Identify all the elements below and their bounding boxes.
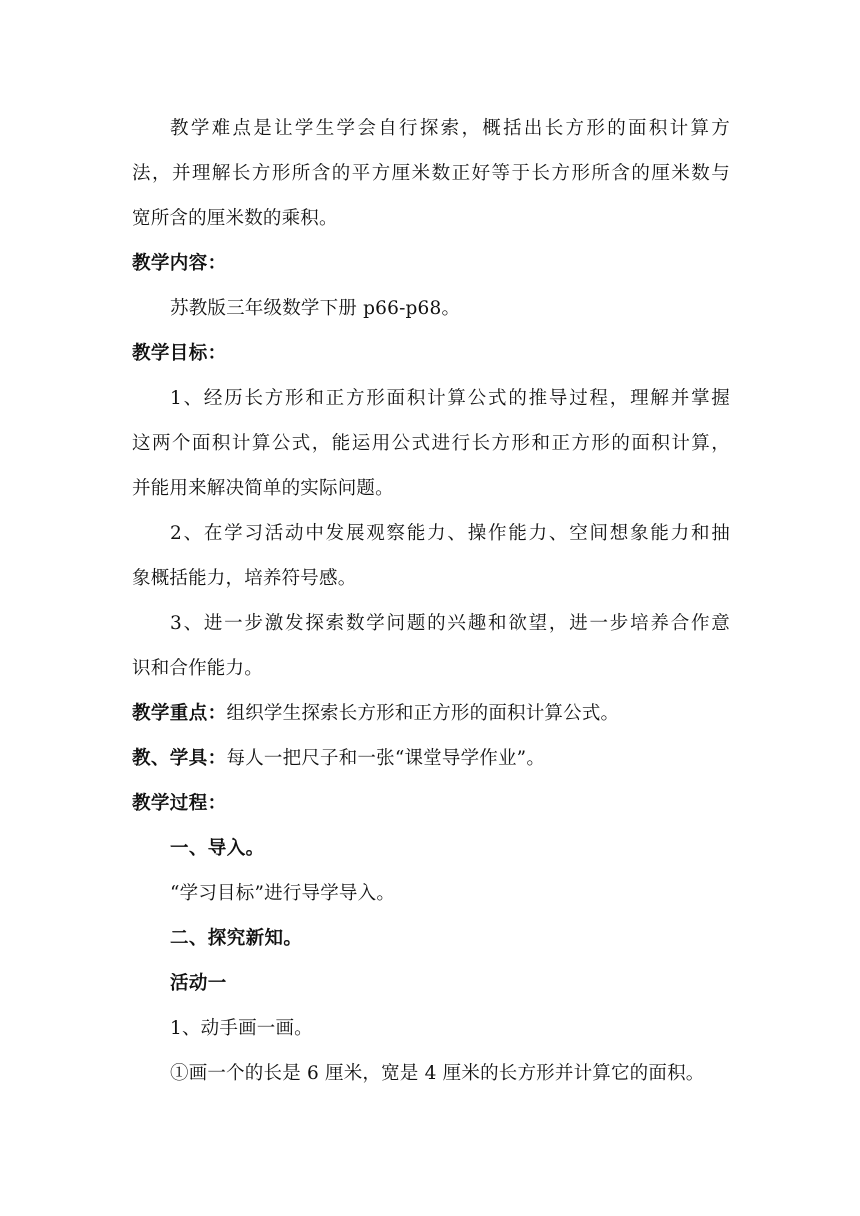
section-1-text: “学习目标”进行导学导入。: [170, 883, 396, 904]
objective-3-line-2: 识和合作能力。: [132, 658, 263, 679]
objective-1-line-1: 1、经历长方形和正方形面积计算公式的推导过程，理解并掌握: [170, 388, 730, 409]
intro-line-3: 宽所含的厘米数的乘积。: [132, 208, 338, 229]
teaching-content-text: 苏教版三年级数学下册 p66-p68。: [170, 298, 461, 319]
intro-line-2: 法，并理解长方形所含的平方厘米数正好等于长方形所含的厘米数与: [132, 163, 730, 184]
teaching-process-heading: 教学过程：: [132, 793, 227, 814]
tools-text: 每人一把尺子和一张“课堂导学作业”。: [226, 748, 546, 769]
tools-label: 教、学具：: [132, 748, 227, 769]
section-1-title: 一、导入。: [170, 838, 265, 859]
key-point-text: 组织学生探索长方形和正方形的面积计算公式。: [226, 703, 620, 724]
teaching-content-heading: 教学内容：: [132, 253, 227, 274]
key-point-label: 教学重点：: [132, 703, 227, 724]
objective-3-line-1: 3、进一步激发探索数学问题的兴趣和欲望，进一步培养合作意: [170, 613, 730, 634]
intro-line-1: 教学难点是让学生学会自行探索，概括出长方形的面积计算方: [170, 118, 730, 139]
teaching-objectives-heading: 教学目标：: [132, 343, 227, 364]
step-1-task: ①画一个的长是 6 厘米，宽是 4 厘米的长方形并计算它的面积。: [170, 1063, 705, 1084]
objective-2-line-1: 2、在学习活动中发展观察能力、操作能力、空间想象能力和抽: [170, 523, 730, 544]
activity-1-title: 活动一: [170, 973, 227, 994]
objective-1-line-2: 这两个面积计算公式，能运用公式进行长方形和正方形的面积计算，: [132, 433, 730, 454]
objective-2-line-2: 象概括能力，培养符号感。: [132, 568, 357, 589]
key-point-paragraph: [132, 702, 732, 726]
section-2-title: 二、探究新知。: [170, 928, 303, 949]
tools-paragraph: [132, 747, 732, 771]
step-1-text: 1、动手画一画。: [170, 1018, 313, 1039]
objective-1-line-3: 并能用来解决简单的实际问题。: [132, 478, 394, 499]
